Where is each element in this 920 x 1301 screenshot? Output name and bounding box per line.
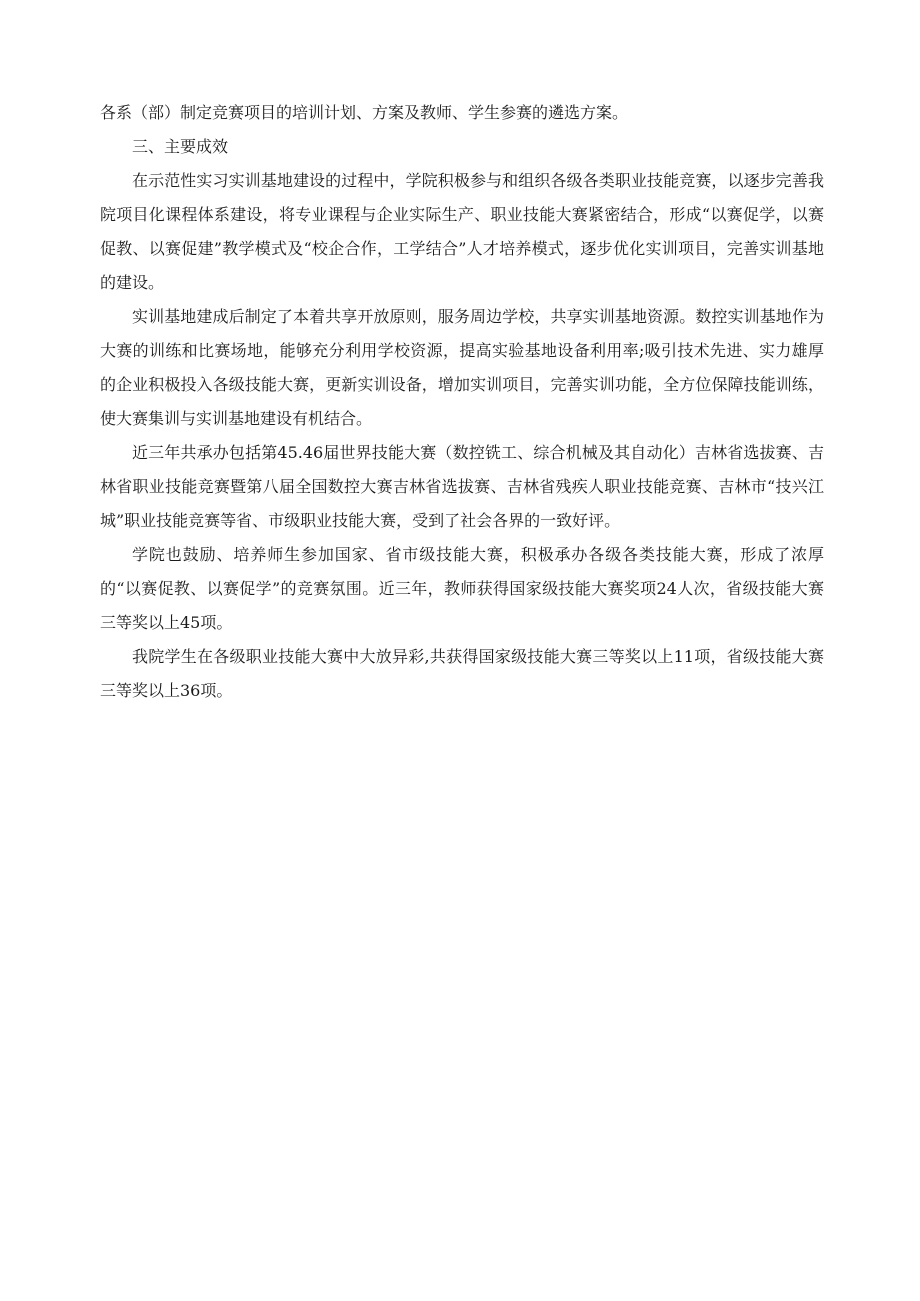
paragraph-competitions-hosted: 近三年共承办包括第45.46届世界技能大赛（数控铣工、综合机械及其自动化）吉林省选拔赛、吉林省职业技能竞赛暨第八届全国数控大赛吉林省选拔赛、吉林省残疾人职业技能竞赛、吉林市“技兴江城”职业技能竞赛等省、市级职业技能大赛，受到了社会各界的一致好评。 [100, 443, 824, 530]
paragraph-base-sharing: 实训基地建成后制定了本着共享开放原则，服务周边学校，共享实训基地资源。数控实训基地作为大赛的训练和比赛场地，能够充分利用学校资源，提高实验基地设备利用率;吸引技术先进、实力雄厚的企业积极投入各级技能大赛，更新实训设备，增加实训项目，完善实训功能，全方位保障技能训练，使大赛集训与实训基地建设有机结合。 [100, 307, 824, 428]
paragraph-continuation: 各系（部）制定竞赛项目的培训计划、方案及教师、学生参赛的遴选方案。 [100, 103, 629, 122]
paragraph-teacher-awards: 学院也鼓励、培养师生参加国家、省市级技能大赛，积极承办各级各类技能大赛，形成了浓厚的“以赛促教、以赛促学”的竞赛氛围。近三年，教师获得国家级技能大赛奖项24人次，省级技能大赛三等奖以上45项。 [100, 545, 824, 632]
paragraph-student-awards: 我院学生在各级职业技能大赛中大放异彩,共获得国家级技能大赛三等奖以上11项，省级技能大赛三等奖以上36项。 [100, 647, 824, 700]
document-body [100, 96, 824, 708]
paragraph-achievements-intro: 在示范性实习实训基地建设的过程中，学院积极参与和组织各级各类职业技能竞赛，以逐步完善我院项目化课程体系建设，将专业课程与企业实际生产、职业技能大赛紧密结合，形成“以赛促学，以赛促教、以赛促建”教学模式及“校企合作，工学结合”人才培养模式，逐步优化实训项目，完善实训基地的建设。 [100, 171, 824, 292]
section-heading: 三、主要成效 [132, 137, 229, 156]
